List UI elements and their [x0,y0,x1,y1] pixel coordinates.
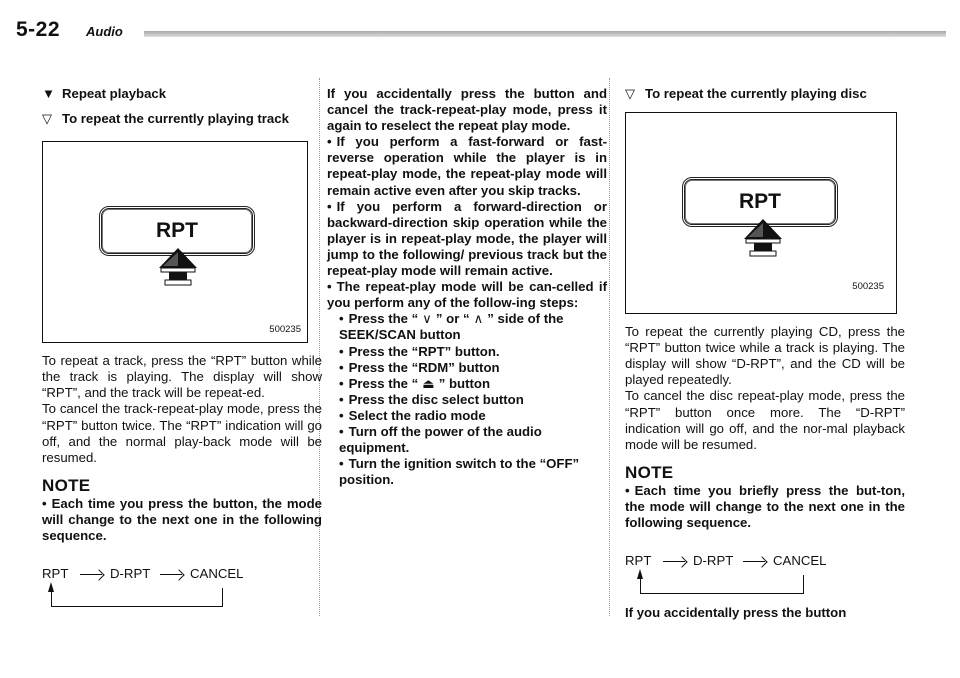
loop-line [51,588,223,607]
header-rule [144,31,946,37]
bullet-item: • The repeat-play mode will be can-celled if you perform any of the follow-ing steps: [327,279,607,311]
outline-triangle-icon: ▽ [42,111,53,127]
page-header [16,18,946,42]
note-title: NOTE [42,475,91,495]
outline-triangle-icon: ▽ [625,86,636,101]
sub-bullet: • Press the disc select button [327,392,607,408]
paragraph: To repeat the currently playing CD, press the “RPT” button twice while a track is playing. The display will show “D-RPT”, and the CD will be played repeatedly. [625,324,905,388]
press-arrow-icon [155,246,201,288]
sub-bullet: • Select the radio mode [327,408,607,424]
note-bullet: • Each time you press the button, the mode will change to the next one in the following sequence. [42,496,322,544]
right-arrow-icon [80,574,102,575]
paragraph: To cancel the disc repeat-play mode, press the “RPT” button once more. The “D-RPT” indication will go off, and the nor-mal playback mode will be resumed. [625,388,905,452]
figure-code: 500235 [269,324,301,336]
chevron-up-icon: ∧ [473,311,484,327]
column-left [42,86,322,612]
filled-triangle-icon: ▼ [42,86,56,101]
section-heading: ▼ Repeat playback [42,86,167,101]
sub-bullet: • Press the “ ∨ ” or “ ∧ ” side of the SEEK/SCAN button [327,311,607,343]
mode-sequence-diagram [42,566,322,612]
rpt-button-figure [42,141,308,343]
subsection-heading: ▽ To repeat the currently playing disc [625,86,867,101]
sub-bullet: • Press the “ ⏏ ” button [327,376,607,392]
paragraph: To repeat a track, press the “RPT” button while the track is playing. The display will show “RPT”, and the track will be repeat-ed. [42,353,322,401]
sequence-step: RPT [625,553,652,569]
column-right [625,86,905,621]
press-arrow-icon [740,217,786,259]
right-arrow-icon [743,561,765,562]
section-title: Audio [86,24,123,39]
sub-bullet: • Turn off the power of the audio equipment. [327,424,607,456]
paragraph: If you accidentally press the button and cancel the track-repeat-play mode, press it again to reselect the repeat play mode. [327,86,607,134]
right-arrow-icon [663,561,685,562]
subsection-heading: ▽ To repeat the currently playing track [42,111,289,127]
rpt-button-illustration: RPT [99,206,255,256]
column-middle [327,86,607,488]
sub-bullet: • Press the “RPT” button. [327,344,607,360]
sub-bullet: • Press the “RDM” button [327,360,607,376]
mode-sequence-diagram [625,553,905,599]
paragraph: To cancel the track-repeat-play mode, press the “RPT” button twice. The “RPT” indication will go off, and the normal play-back mode will be resumed. [42,401,322,465]
paragraph: If you accidentally press the button [625,605,847,621]
sequence-step: D-RPT [693,553,734,569]
sub-bullet: • Turn the ignition switch to the “OFF” position. [327,456,607,488]
chevron-down-icon: ∨ [422,311,432,327]
page-number: 5-22 [16,18,61,41]
sequence-step: RPT [42,566,69,582]
bullet-item: • If you perform a forward-direction or backward-direction skip operation while the player is in repeat-play mode, the player will jump to the following/ previous track but the repeat-play mode will remain active. [327,199,607,279]
rpt-button-illustration: RPT [682,177,838,227]
rpt-button-figure [625,112,897,314]
sequence-step: CANCEL [773,553,827,569]
sequence-step: CANCEL [190,566,244,582]
bullet-item: • If you perform a fast-forward or fast-reverse operation while the player is in repeat-play mode, the repeat-play mode will remain active even after you skip tracks. [327,134,607,198]
figure-code: 500235 [852,281,884,292]
note-title: NOTE [625,462,674,482]
sequence-step: D-RPT [110,566,151,582]
right-arrow-icon [160,574,182,575]
note-bullet: • Each time you briefly press the but-ton, the mode will change to the next one in the following sequence. [625,483,905,531]
column-divider [609,78,610,616]
loop-line [640,575,804,594]
eject-icon: ⏏ [422,375,435,391]
